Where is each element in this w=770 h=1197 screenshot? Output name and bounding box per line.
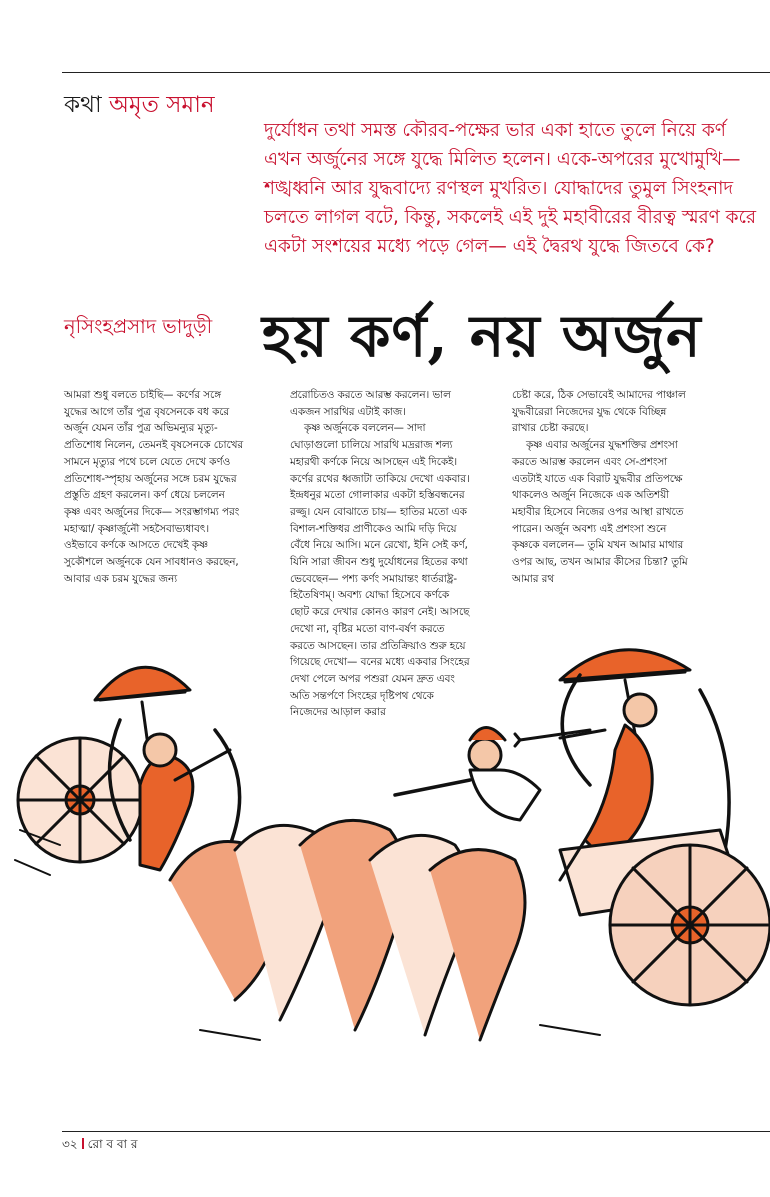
- body-paragraph: আমরা শুধু বলতে চাইছি— কর্ণের সঙ্গে যুদ্ধের আগে তাঁর পুত্র বৃষসেনকে বধ করে অর্জুন যেমন তাঁর পুত্র অভিমন্যুর মৃত্যু-প্রতিশোধ নিলেন, তেমনই বৃষসেনকে চোখের সামনে মৃত্যুর পথে চলে যেতে দেখে কর্ণও প্রতিশোধ-স্পৃহায় অর্জুনের সঙ্গে চরম যুদ্ধের প্রস্তুতি গ্রহণ করলেন। কর্ণ ধেয়ে চললেন কৃষ্ণ এবং অর্জুনের দিকে— সংরম্ভাগম্য পরং মহাত্মা/ কৃষ্ণার্জুনৌ সহসৈবাভ্যধাবৎ। ওইভাবে কর্ণকে আসতে দেখেই কৃষ্ণ সুকৌশলে অর্জুনকে যেন সাবধানও করছেন, আবার এক চরম যুদ্ধের জন্য: [64, 389, 244, 585]
- body-column-3: [512, 387, 692, 587]
- body-paragraph: প্ররোচিতও করতে আরম্ভ করলেন। ভাল একজন সারথির এটাই কাজ।: [290, 389, 451, 418]
- top-rule: [62, 72, 770, 73]
- page-footer: [62, 1136, 137, 1156]
- chariot-battle-illustration: [0, 630, 770, 1050]
- headline: হয় কর্ণ, নয় অর্জুন: [262, 302, 702, 370]
- column-title: [64, 86, 215, 125]
- author-byline: নৃসিংহপ্রসাদ ভাদুড়ী: [64, 315, 213, 338]
- section-name: রো ব বা র: [87, 1137, 138, 1151]
- bottom-rule: [62, 1131, 770, 1132]
- body-column-1: [64, 387, 244, 587]
- body-paragraph: চেষ্টা করে, ঠিক সেভাবেই আমাদের পাঞ্চাল যুদ্ধবীরেরা নিজেদের যুদ্ধ থেকে বিচ্ছিন্ন রাখার চেষ্টা করছে।: [512, 389, 686, 435]
- column-title-word1: কথা: [64, 92, 102, 118]
- footer-divider: [82, 1138, 84, 1149]
- column-title-word2: অমৃত সমান: [108, 92, 215, 118]
- body-paragraph: কৃষ্ণ অর্জুনকে বললেন— সাদা ঘোড়াগুলো চালিয়ে সারথি মদ্ররাজ শল্য মহারথী কর্ণকে নিয়ে আসছেন এই দিকেই। কর্ণের রথের ধ্বজাটা তাকিয়ে দেখো একবার। ইন্দ্রধনুর মতো গোলাকার একটা হস্তিবন্ধনের রজ্জু। যেন বোঝাতে চায়— হাতির মতো এক বিশাল-শক্তিধর প্রাণীকেও আমি দড়ি দিয়ে বেঁধে নিয়ে আসি। মনে রেখো, ইনি সেই কর্ণ, যিনি সারা জীবন শুধু দুর্যোধনের হিতের কথা ভেবেছেন— পশ্য কর্ণং সমায়ান্তং ধার্তরাষ্ট্র-হিতৈষিণম্। অবশ্য যোদ্ধা হিসেবে কর্ণকে ছোট করে দেখার কোনও কারণ নেই। আসছে দেখো না, বৃষ্টির মতো বাণ-বর্ষণ করতে করতে আসছেন। তার প্রতিক্রিয়াও শুরু হয়ে গিয়েছে দেখো— বনের মধ্যে একবার সিংহের দেখা পেলে অপর পশুরা যেমন দ্রুত এবং অতি সন্তর্পণে সিংহের দৃষ্টিপথ থেকে নিজেদের আড়াল করার: [290, 422, 470, 719]
- body-paragraph: কৃষ্ণ এবার অর্জুনের যুদ্ধশক্তির প্রশংসা করতে আরম্ভ করলেন এবং সে-প্রশংসা এতটাই যাতে এক বিরাট যুদ্ধবীর প্রতিপক্ষে থাকলেও অর্জুন নিজেকে এক অতিশয়ী মহাবীর হিসেবে নিজের ওপর আস্থা রাখতে পারেন। অর্জুন অবশ্য এই প্রশংসা শুনে কৃষ্ণকে বললেন— তুমি যখন আমার মাথার ওপর আছ, তখন আমার কীসের চিন্তা? তুমি আমার রথ: [512, 439, 688, 585]
- intro-standfirst: দুর্যোধন তথা সমস্ত কৌরব-পক্ষের ভার একা হাতে তুলে নিয়ে কর্ণ এখন অর্জুনের সঙ্গে যুদ্ধে মিলিত হলেন। একে-অপরের মুখোমুখি— শঙ্খধ্বনি আর যুদ্ধবাদ্যে রণস্থল মুখরিত। যোদ্ধাদের তুমুল সিংহনাদ চলতে লাগল বটে, কিন্তু, সকলেই এই দুই মহাবীরের বীরত্ব স্মরণ করে একটা সংশয়ের মধ্যে পড়ে গেল— এই দ্বৈরথ যুদ্ধে জিতবে কে?: [264, 120, 756, 257]
- page-number: ৩২: [62, 1137, 78, 1151]
